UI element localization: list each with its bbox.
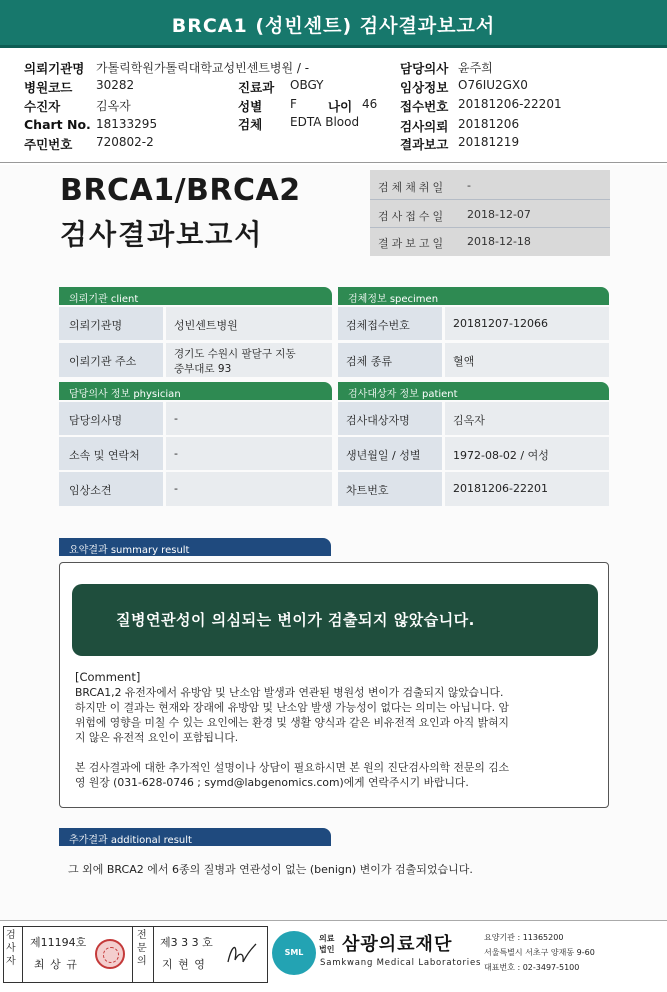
request-date-label: 검사의뢰: [400, 119, 449, 134]
pt-chart-value: 20181206-22201: [453, 482, 548, 495]
comment-line: 지 않은 유전적 요인이 포함됩니다.: [75, 731, 239, 744]
address: 서울특별시 서초구 양재동 9-60: [484, 948, 595, 957]
foundation-english: Samkwang Medical Laboratories: [320, 958, 482, 968]
seal-stamp-icon: [95, 939, 125, 969]
clinical-value: O76IU2GX0: [458, 78, 528, 92]
examiner-license-no: 제11194호: [30, 936, 87, 949]
specialist-label: 전문의: [137, 930, 147, 967]
phys-findings-value-cell: [166, 472, 332, 506]
sex-value: F: [290, 97, 297, 111]
pt-birth-value-cell: [445, 437, 609, 470]
date-divider: [370, 199, 610, 200]
sex-label: 성별: [238, 99, 263, 114]
report-date-label: 결과보고: [400, 137, 449, 152]
comment-line: 본 검사결과에 대한 추가적인 설명이나 상담이 필요하시면 본 원의 진단검사의학 전문의 김소: [75, 761, 510, 774]
spec-type-value-cell: [445, 343, 609, 377]
report-title-main: BRCA1/BRCA2: [60, 173, 301, 208]
client-name-value: 성빈센트병원: [174, 319, 238, 332]
additional-section-header: 추가결과 additional result: [59, 828, 331, 846]
spec-no-value-cell: [445, 307, 609, 340]
id-label: 주민번호: [24, 137, 73, 152]
client-addr-label: 이뢰기관 주소: [69, 355, 137, 368]
additional-text: 그 외에 BRCA2 에서 6종의 질병과 연관성이 없는 (benign) 변이가 검출되었습니다.: [68, 863, 473, 876]
comment-line: 위험에 영향을 미칠 수 있는 요인에는 환경 및 생활 양식과 같은 비유전적 요인과 아직 밝혀지: [75, 716, 509, 729]
spec-no-label-cell: [338, 307, 442, 340]
spec-type-label: 검체 종류: [346, 355, 393, 368]
patient-label: 수진자: [24, 99, 61, 114]
summary-section-header: 요약결과 summary result: [59, 538, 331, 556]
pt-name-value: 김옥자: [453, 414, 485, 427]
date-label: 결과보고일: [378, 237, 447, 250]
specialist-license-no: 제3 3 3 호: [160, 936, 213, 949]
client-addr-line2: 중부대로 93: [174, 363, 232, 375]
dept-value: OBGY: [290, 78, 324, 92]
reg-no-value: 20181206-22201: [458, 97, 562, 111]
spec-no-label: 검체접수번호: [346, 319, 410, 332]
comment-line: 하지만 이 결과는 현재와 장래에 유방암 및 난소암 발생 가능성이 없다는 의미는 아닙니다. 암: [75, 701, 509, 714]
date-value: 2018-12-07: [467, 208, 531, 221]
specimen-section-header: 검체정보 specimen: [338, 287, 609, 305]
foundation-name: 삼광의료재단: [342, 934, 453, 955]
pt-chart-label-cell: [338, 472, 442, 506]
client-name-value-cell: [166, 307, 332, 340]
pt-chart-label: 차트번호: [346, 484, 389, 497]
phys-name-value-cell: [166, 402, 332, 435]
physician-section-header: 담당의사 정보 physician: [59, 382, 332, 400]
divider: [22, 926, 23, 983]
phone: 대표번호 : 02-3497-5100: [484, 963, 580, 972]
page-title: BRCA1 (성빈센트) 검사결과보고서: [171, 15, 496, 37]
pt-birth-label: 생년월일 / 성별: [346, 449, 421, 462]
date-value: -: [467, 179, 471, 192]
phys-contact-label: 소속 및 연락처: [69, 449, 140, 462]
client-section-header: 의뢰기관 client: [59, 287, 332, 305]
reg-no-label: 접수번호: [400, 99, 449, 114]
specimen-value: EDTA Blood: [290, 115, 360, 129]
hospital-code-label: 병원코드: [24, 80, 73, 95]
divider: [132, 926, 133, 983]
date-label: 검체채취일: [378, 181, 447, 194]
client-name-label: 의뢰기관명: [69, 319, 123, 332]
patient-section-header: 검사대상자 정보 patient: [338, 382, 609, 400]
specialist-name: 지 현 영: [162, 958, 206, 971]
summary-banner-text: 질병연관성이 의심되는 변이가 검출되지 않았습니다.: [116, 611, 475, 629]
institution-value: 가톨릭학원가톨릭대학교성빈센트병원 / -: [96, 61, 310, 75]
sml-logo-icon: [272, 931, 316, 975]
age-label: 나이: [328, 99, 353, 114]
client-name-label-cell: [59, 307, 163, 340]
phys-findings-label-cell: [59, 472, 163, 506]
chart-no-label: Chart No.: [24, 117, 91, 132]
dates-box: [370, 170, 610, 256]
institution-label: 의뢰기관명: [24, 61, 85, 76]
comment-line: 영 원장 (031-628-0746 ; symd@labgenomics.com)에게 연락주시기 바랍니다.: [75, 776, 469, 789]
pt-name-label: 검사대상자명: [346, 414, 410, 427]
date-label: 검사접수일: [378, 210, 447, 223]
summary-banner: [72, 584, 598, 656]
report-date-value: 20181219: [458, 135, 520, 149]
logo-text: SML: [284, 948, 304, 957]
client-addr-value-cell: [166, 343, 332, 377]
phys-name-label-cell: [59, 402, 163, 435]
date-row: [370, 201, 610, 227]
spec-type-value: 혈액: [453, 355, 475, 368]
date-value: 2018-12-18: [467, 235, 531, 248]
pt-name-label-cell: [338, 402, 442, 435]
doctor-value: 윤주희: [458, 61, 493, 75]
dept-label: 진료과: [238, 80, 275, 95]
examiner-label: 검사자: [6, 930, 16, 967]
client-addr-label-cell: [59, 343, 163, 377]
specimen-label: 검체: [238, 117, 263, 132]
phys-contact-value-cell: [166, 437, 332, 470]
chart-no-value: 18133295: [96, 117, 158, 131]
doctor-label: 담당의사: [400, 61, 449, 76]
phys-contact-value: -: [174, 447, 178, 460]
patient-value: 김옥자: [96, 99, 131, 113]
signature-icon: [222, 938, 260, 970]
age-value: 46: [362, 97, 378, 111]
pt-birth-value: 1972-08-02 / 여성: [453, 449, 549, 462]
comment-title: [Comment]: [75, 670, 141, 684]
phys-findings-value: -: [174, 482, 178, 495]
pt-name-value-cell: [445, 402, 609, 435]
date-row: [370, 172, 610, 198]
phys-name-label: 담당의사명: [69, 414, 123, 427]
care-number: 요양기관 : 11365200: [484, 933, 564, 942]
client-addr-line1: 경기도 수원시 팔달구 지동: [174, 348, 296, 360]
hospital-code-value: 30282: [96, 78, 135, 92]
phys-name-value: -: [174, 412, 178, 425]
phys-findings-label: 임상소견: [69, 484, 112, 497]
pt-chart-value-cell: [445, 472, 609, 506]
report-title-sub: 검사결과보고서: [60, 218, 264, 251]
clinical-label: 임상정보: [400, 80, 449, 95]
id-value: 720802-2: [96, 135, 154, 149]
comment-line: BRCA1,2 유전자에서 유방암 및 난소암 발생과 연관된 병원성 변이가 검출되지 않았습니다.: [75, 686, 504, 699]
pt-birth-label-cell: [338, 437, 442, 470]
spec-type-label-cell: [338, 343, 442, 377]
examiner-name: 최 상 규: [34, 958, 78, 971]
request-date-value: 20181206: [458, 117, 520, 131]
divider: [153, 926, 154, 983]
foundation-prefix: 의료: [319, 934, 335, 943]
foundation-prefix: 법인: [319, 945, 335, 954]
spec-no-value: 20181207-12066: [453, 317, 548, 330]
title-bar: [0, 0, 667, 48]
date-row: [370, 228, 610, 254]
phys-contact-label-cell: [59, 437, 163, 470]
